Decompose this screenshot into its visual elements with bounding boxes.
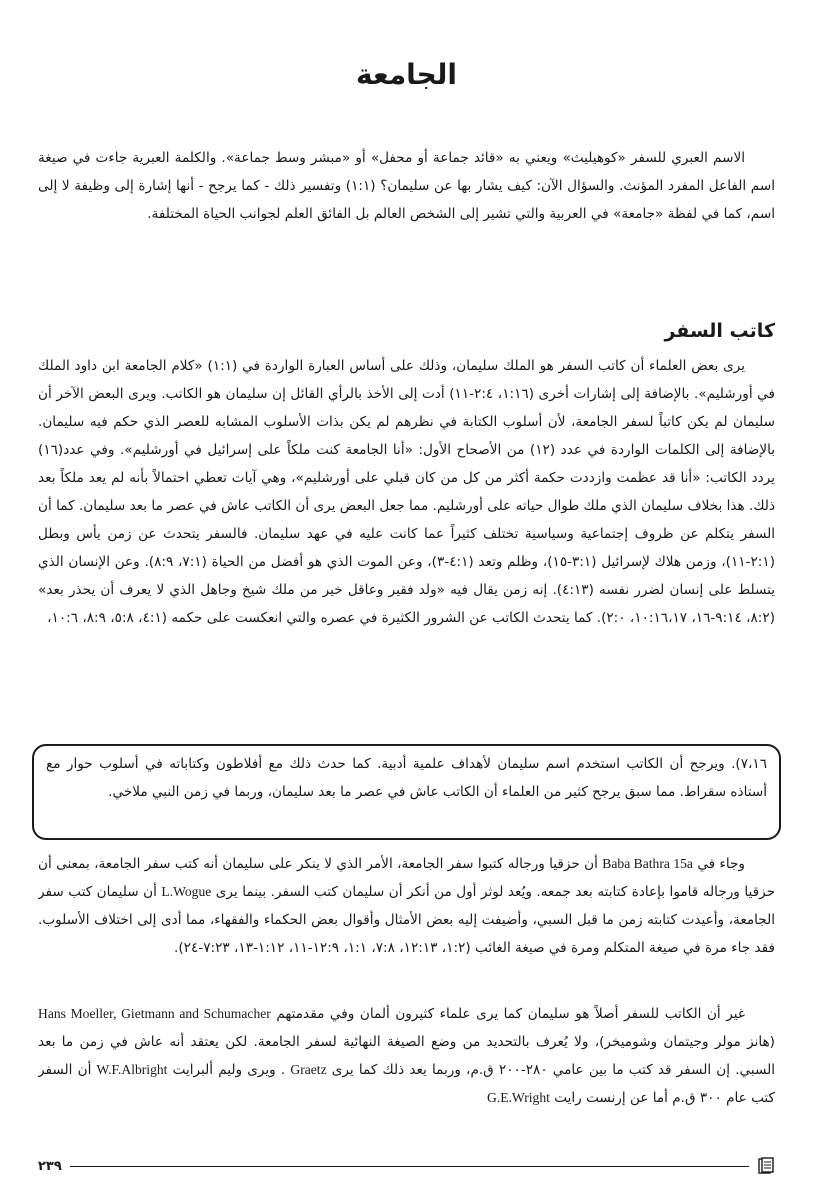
page-number: ٢٣٩: [38, 1158, 62, 1174]
scholar-albright: W.F.Albright: [96, 1062, 168, 1077]
highlighted-box: [32, 744, 781, 840]
scholars-text-3: . ويرى وليم ألبرايت: [172, 1062, 286, 1078]
scholars-text-4: أن السفر كتب عام ٣٠٠ ق.م أما عن إرنست رايت: [38, 1062, 775, 1106]
book-icon: [757, 1157, 775, 1175]
footer-rule: [70, 1166, 749, 1167]
scholars-paragraph: [38, 1000, 775, 1150]
page-footer: [38, 1155, 775, 1177]
page-title: الجامعة: [356, 58, 457, 91]
section-heading-author: كاتب السفر: [664, 320, 775, 342]
author-paragraph: يرى بعض العلماء أن كاتب السفر هو الملك سليمان، وذلك على أساس العبارة الواردة في (١:١) «كلام الجامعة ابن داود الملك في أورشليم». بالإضافة إلى إشارات أخرى (١:١٦، ٢:٤-١١) أدت إلى الأخذ بالرأي القائل إن سليمان هو الكاتب. ويرى البعض الآخر أن سليمان لم يكن كاتباً لسفر الجامعة، لأن أسلوب الكتابة في نظرهم لم يكن بذات الأسلوب المشابه للعصر الذي حكم فيه سليمان. بالإضافة إلى الكلمات الواردة في عدد (١٢) من الأصحاح الأول: «أنا الجامعة كنت ملكاً على إسرائيل في أورشليم». وفي عدد(١٦) يردد الكاتب: «أنا قد عظمت وازددت حكمة أكثر من كل من كان قبلي على أورشليم»، وهي آيات تعطي احتمالاً بأنه لم يعد ملكاً بعد ذلك. هذا بخلاف سليمان الذي ملك طوال حياته على أورشليم. مما جعل البعض يرى أن الكاتب عاش في عصر ما بعد سليمان. كما أن السفر يتكلم عن ظروف إجتماعية وسياسية تختلف كثيراً عما كانت عليه في عهد سليمان. فالسفر يتحدث عن زمن يأس وبطل (٢:١-١١)، وزمن هلاك لإسرائيل (٣:١-١٥)، وظلم وتعد (٤:١-٣)، وعن الموت الذي هو أفضل من الحياة (٧:١، ٨:٩). وعن الإنسان الذي يتسلط على إنسان لضرر نفسه (٤:١٣). إنه زمن يقال فيه «ولد فقير وعاقل خير من ملك شيخ وجاهل الذي لا يعرف أن يحذر بعد» (٨:٢، ٩:١٤-١٦، ١٠:١٦،١٧، ٢:٠). كما يتحدث الكاتب عن الشرور الكثيرة في عصره والتي انعكست على حكمه (٤:١، ٥:٨، ٨:٩، ١٠:٦،: [38, 358, 775, 626]
intro-paragraph: الاسم العبري للسفر «كوهيليث» ويعني به «قائد جماعة أو محفل» أو «مبشر وسط جماعة». والكلمة العبرية جاءت في صيغة اسم الفاعل المفرد المؤنث. والسؤال الآن: كيف يشار بها عن سليمان؟ (١:١) وتفسير ذلك - كما يرجح - أنها إشارة إلى وظيفة لا إلى اسم، كما في لفظة «جامعة» في العربية والتي تشير إلى الشخص العالم بل الفائق العلم لجوانب الحياة المختلفة.: [38, 150, 775, 222]
tradition-text-1: وجاء في: [697, 856, 745, 872]
tradition-paragraph: [38, 850, 775, 990]
tradition-text-3: أن سليمان كتب سفر الجامعة، وأعيدت كتابته زمن ما قبل السبي، وأضيفت إليه بعض الأمثال وأقوال بعض الحكماء والفقهاء، مما أدى إلى اختلاف الأسلوب. فقد جاء مرة في صيغة المتكلم ومرة في صيغة الغائب (١:٢، ١٢:١٣، ٧:٨، ١:١، ١٢:٩-١١، ١:١٢-١٣، ٧:٢٣-٢٤).: [38, 884, 775, 956]
highlighted-text: ٧،١٦). ويرجح أن الكاتب استخدم اسم سليمان لأهداف علمية أدبية. كما حدث ذلك مع أفلاطون وكتاباته في أسلوب حوار مع أستاذه سقراط. مما سبق يرجح كثير من العلماء أن الكاتب عاش في عصر ما بعد سليمان، وربما في زمن النبي ملاخي.: [46, 756, 767, 800]
scholar-wright: G.E.Wright: [487, 1090, 550, 1105]
reference-wogue: L.Wogue: [161, 884, 212, 899]
scholars-text-1: غير أن الكاتب للسفر أصلاً هو سليمان كما يرى علماء كثيرون ألمان وفي مقدمتهم: [276, 1006, 745, 1022]
tradition-text-2: أن حزقيا ورجاله كتبوا سفر الجامعة، الأمر الذي لا ينكر على سليمان أنه كتب سفر الجامعة، بمعنى أن حزقيا ورجاله قاموا بإعادة كتابته بعد جمعه. ويُعد لوثر أول من أنكر أن سليمان كتب السفر. بينما يرى: [38, 856, 775, 900]
scholar-graetz: Graetz: [290, 1062, 327, 1077]
scholars-text-2: (هانز مولر وجيتمان وشوميخر)، ولا يُعرف بالتحديد من وضع الصيغة النهائية لسفر الجامعة. لكن يعتقد أنه عاش في زمن ما بعد السبي. إن السفر قد كتب ما بين عامي ٢٨٠-٢٠٠ ق.م، وربما يعد ذلك كما يرى: [38, 1034, 775, 1078]
reference-baba-bathra: Baba Bathra 15a: [602, 856, 693, 871]
scholars-names: Hans Moeller, Gietmann and Schumacher: [38, 1006, 271, 1021]
